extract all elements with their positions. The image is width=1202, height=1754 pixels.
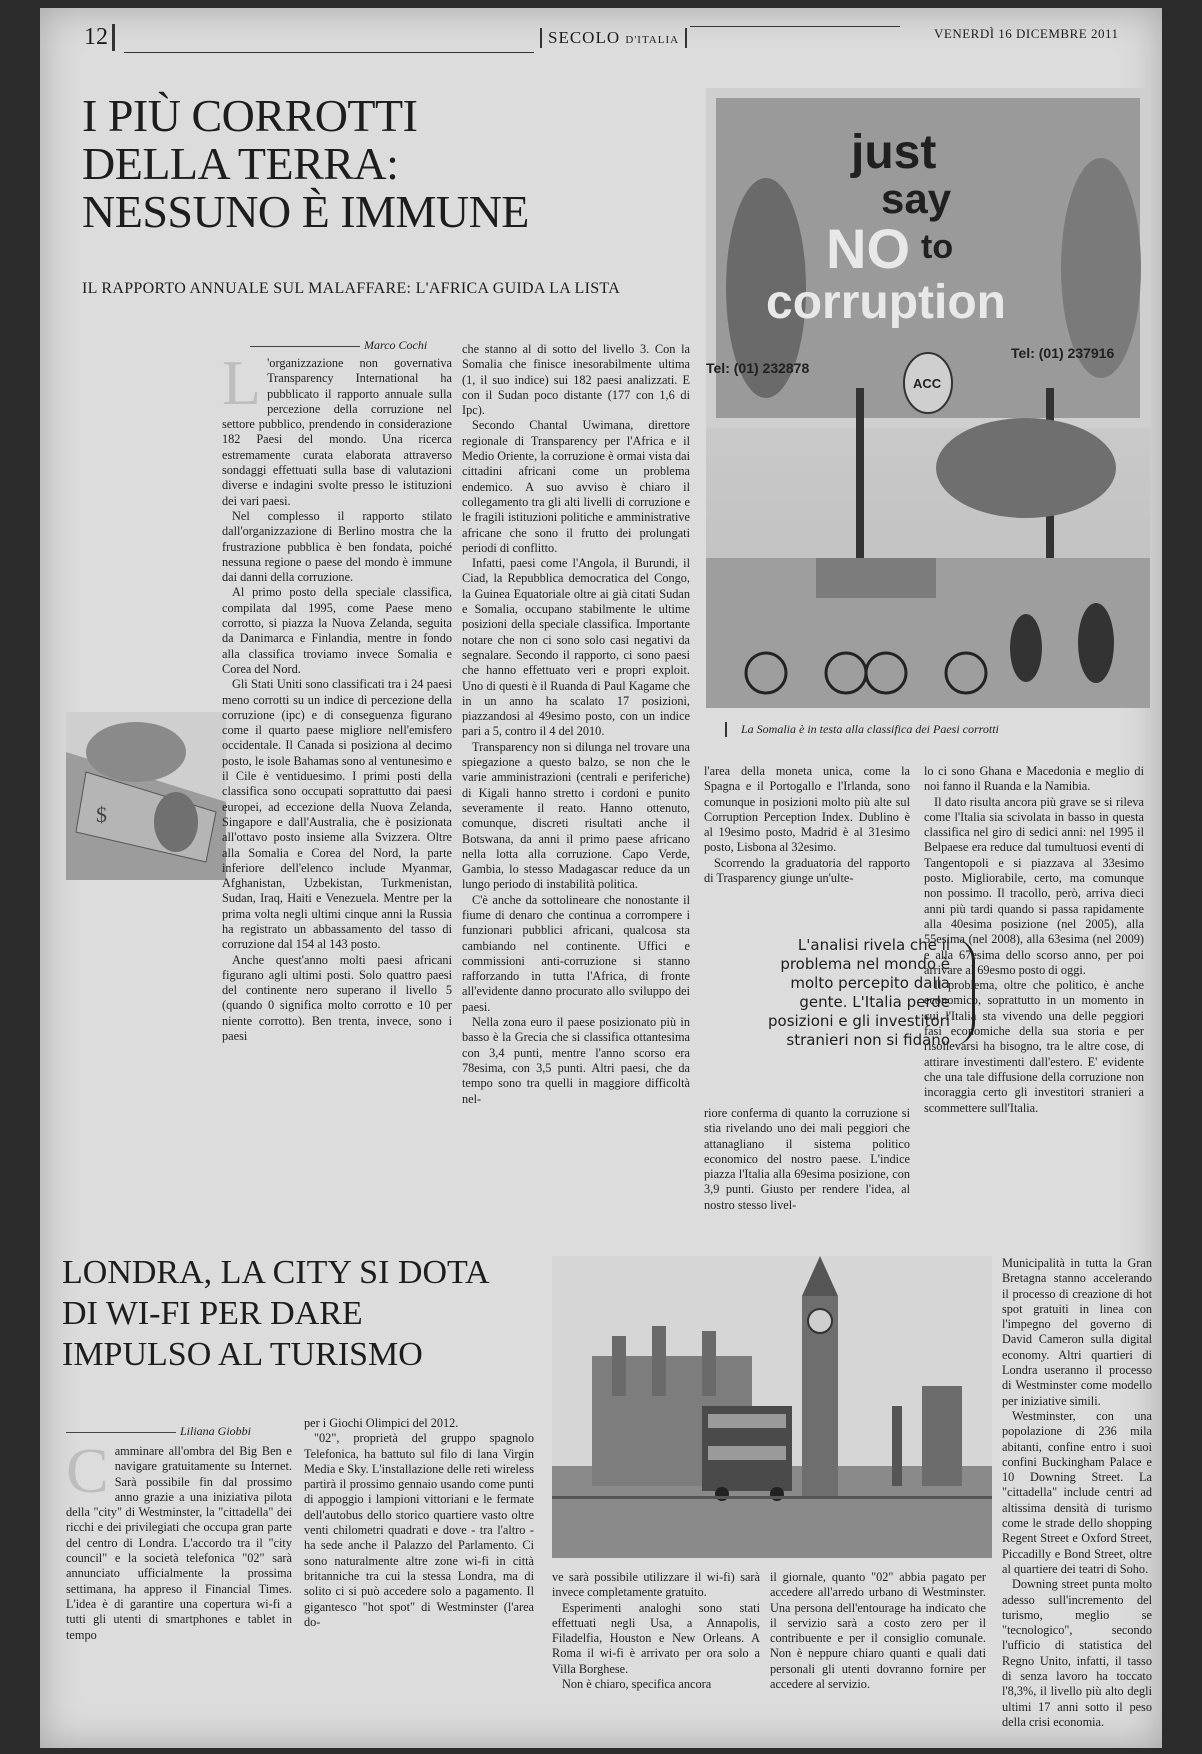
- newspaper-name: [540, 28, 687, 48]
- billboard-text: NO: [826, 217, 910, 280]
- article2-column-3: [552, 1570, 760, 1740]
- paragraph: C'è anche da sottolineare che nonostante il fiume di denaro che continua a corrompere i funzionari pubblici africani, qualcosa sta cambiando nel continente. Uffici e commissioni anti-corruzione si stanno rafforzando in tutta l'Africa, di fronte all'evidente danno procurato allo sviluppo dei paesi.: [462, 892, 690, 1014]
- big-ben-photo: [552, 1256, 992, 1558]
- billboard-text: just: [851, 126, 937, 179]
- author-name: Liliana Giobbi: [180, 1424, 252, 1438]
- photo-caption: La Somalia è in testa alla classifica dei Paesi corrotti: [725, 722, 1161, 737]
- article1-column-4: [924, 764, 1144, 1230]
- author-name: Marco Cochi: [364, 338, 428, 352]
- article1-column-2: [462, 342, 690, 1228]
- paragraph: Infatti, paesi come l'Angola, il Burundi, il Ciad, la Repubblica democratica del Congo, la Guinea Equatoriale oltre ai già citati Sudan e Somalia, occupano stabilmente le ultime posizioni della speciale classifica. Importante notare che non ci sono solo casi negativi da segnalare. Secondo il rapporto, ci sono paesi che hanno effettuato veri e propri exploit. Uno di questi è il Ruanda di Paul Kagame che in un anno ha scalato 17 posizioni, piazzandosi al 49esimo posto, con un indice pari a 5, contro il 4 del 2010.: [462, 556, 690, 739]
- billboard-text: to: [921, 228, 954, 266]
- newspaper-name-small: D'ITALIA: [625, 34, 680, 46]
- issue-date: VENERDÌ 16 DICEMBRE 2011: [934, 26, 1119, 41]
- article2-byline: [66, 1424, 251, 1439]
- article2-headline: [62, 1252, 532, 1375]
- paragraph: Il dato risulta ancora più grave se si rileva come l'Italia sia scivolata in basso in questa classifica nel giro di sedici anni: nel 1995 il Belpaese era reduce dal tumultuosi eventi di Tangentopoli e si piazzava al 33esimo posto. Migliorabile, certo, ma comunque non possimo. Il tracollo, però, arriva dieci anni più tardi quando si passa rapidamente alla 40esima posizione (nel 2005), alla 55esima (nel 2008), alla 63esima (nel 2009) e alla 67esima dello scorso anno, per poi arrivare al 69esmo posto di oggi.: [924, 794, 1144, 977]
- masthead: [84, 22, 1154, 56]
- svg-text:$: $: [96, 802, 107, 827]
- byline-rule: [66, 1432, 176, 1433]
- billboard-text: say: [881, 175, 952, 222]
- newspaper-name-main: SECOLO: [548, 28, 621, 47]
- article1-column-3-bottom: [704, 1106, 910, 1230]
- paragraph: amminare all'ombra del Big Ben e navigare gratuitamente su Internet. Sarà possibile fin dal prossimo anno grazie a una iniziativa pilota della "city" di Westminster, la "cittadella" dei ricchi e dei privilegiati che occupa gran parte del centro di Londra. L'accordo tra il "city council" e la società telefonica "02" sarà annunciato ufficialmente la prossima settimana, ha appreso il Financial Times. L'idea è di garantire una copertura wi-fi a tutti gli utenti di smartphones e tablet in tempo: [66, 1444, 292, 1642]
- paragraph: "02", proprietà del gruppo spagnolo Telefonica, ha battuto sul filo di lana Virgin Media e Sky. L'installazione delle reti wireless partirà il prossimo gennaio usando come punti di appoggio i lampioni vittoriani e le fermate dell'autobus dello storico quartiere vasto oltre venti chilometri quadrati e dove - tra l'altro - ha sede anche il Palazzo del Parlamento. Ci sono naturalmente altre zone wi-fi in città britanniche tra cui la stessa Londra, ma di solito ci si può accedere solo a pagamento. Il gigantesco "hot spot" di Westminster (l'area do-: [304, 1431, 534, 1629]
- paragraph: Nel complesso il rapporto stilato dall'organizzazione di Berlino mostra che la frustrazione pubblica è ben fondata, poiché nessuna regione o paese del mondo è immune dai danni della corruzione.: [222, 508, 452, 585]
- paragraph: Downing street punta molto adesso sull'incremento del turismo, meglio se "tecnologico", secondo l'ufficio di statistica del Regno Unito, infatti, il tasso di senza lavoro ha toccato l'8,3%, il livello più alto degli ultimi 17 anni sotto il peso della crisi economia.: [1002, 1577, 1152, 1729]
- paragraph: Anche quest'anno molti paesi africani figurano agli ultimi posti. Solo quattro paesi del continente nero superano il livello 5 (quando 0 significa molto corrotto e 10 per niente corrotto). Ben trenta, invece, sono i paesi: [222, 952, 452, 1044]
- paragraph: Nella zona euro il paese posizionato più in basso è la Grecia che si classifica ottantesima con 3,4 punti, mentre l'anno scorso era 78esima, con 3,5 punti. Altri paesi, che da tempo sono tra quelli in maggiore difficoltà nel-: [462, 1015, 690, 1106]
- paragraph: Esperimenti analoghi sono stati effettuati negli Usa, a Annapolis, Filadelfia, Houston e New Orleans. A Roma il wi-fi è arrivato per ora solo a Villa Borghese.: [552, 1600, 760, 1676]
- article1-subtitle: IL RAPPORTO ANNUALE SUL MALAFFARE: L'AFRICA GUIDA LA LISTA: [82, 280, 621, 297]
- masthead-rule: [124, 52, 534, 53]
- dropcap: L: [222, 356, 262, 418]
- page-number: 12: [84, 24, 115, 51]
- headline-line: DI WI-FI PER DARE: [62, 1295, 363, 1332]
- paragraph: 'organizzazione non governativa Transparency International ha pubblicato il rapporto annuale sulla percezione della corruzione nel settore pubblico, prendendo in considerazione 182 Paesi del mondo. Una ricerca estremamente curata elaborata attraverso sondaggi effettuati sulla base di valutazioni diverse e indagini svolte presso le istituzioni dei vari paesi.: [222, 356, 452, 508]
- article1-headline: [82, 92, 662, 236]
- article2-column-5: [1002, 1256, 1152, 1742]
- article2-column-1: [66, 1444, 292, 1740]
- article2-column-2: [304, 1416, 534, 1742]
- masthead-rule-right: [690, 26, 900, 27]
- article1-column-3-top: [704, 764, 910, 914]
- newspaper-page: [40, 8, 1162, 1748]
- paragraph: Secondo Chantal Uwimana, direttore regionale di Transparency per l'Africa e il Medio Oriente, la corruzione è ormai vista dai cittadini africani come un problema endemico. A suo avviso è chiaro il collegamento tra gli alti livelli di corruzione e le fragili istituzioni politiche e amministrative africane che sono il frutto dei prolungati periodi di conflitto.: [462, 418, 690, 555]
- paragraph: Municipalità in tutta la Gran Bretagna stanno accelerando il processo di creazione di hot spot gratuiti in linea con l'impegno del governo di David Cameron sulla digital economy. Altri quartieri di Londra useranno il processo di Westminster come modello per iniziative simili.: [1002, 1256, 1152, 1408]
- billboard-tel: Tel: (01) 237916: [1011, 345, 1115, 361]
- paragraph: ve sarà possibile utilizzare il wi-fi) sarà invece completamente gratuito.: [552, 1570, 760, 1600]
- paragraph: Transparency non si dilunga nel trovare una spiegazione a questo balzo, se non che le varie amministrazioni (centrali e periferiche) di Kigali hanno stretto i cordoni e punito severamente il reato. Hanno ottenuto, comunque, discreti risultati anche il Botswana, da anni il primo paese africano nella lotta alla corruzione. Capo Verde, Gambia, lo stesso Madagascar reduce da un lungo periodo di instabilità politica.: [462, 739, 690, 892]
- pull-quote: L'analisi rivela che il problema nel mondo è molto percepito dalla gente. L'Italia perde posizioni e gli investitori stranieri non si fidano: [768, 936, 950, 1049]
- paragraph: l'area della moneta unica, come la Spagna e il Portogallo e l'Irlanda, sono comunque in posizioni molto più alte sul Corruption Perception Index. Dublino è al 19esimo posto, Madrid è al 31esimo posto, Lisbona al 32esimo.: [704, 764, 910, 855]
- headline-line: LONDRA, LA CITY SI DOTA: [62, 1254, 490, 1291]
- paragraph: Scorrendo la graduatoria del rapporto di Trasparency giunge un'ulte-: [704, 855, 910, 886]
- headline-line: DELLA TERRA:: [82, 138, 399, 189]
- paragraph: riore conferma di quanto la corruzione si stia rivelando uno dei mali peggiori che attanagliano il sistema politico economico del nostro paese. L'indice piazza l'Italia alla 69esima posizione, con 3,9 punti. Giusto per rendere l'idea, al nostro stesso livel-: [704, 1106, 910, 1212]
- paragraph: Al primo posto della speciale classifica, compilata dal 1995, come Paese meno corrotto, si piazza la Nuova Zelanda, seguita da Danimarca e Finlandia, mentre in fondo alla classifica troviamo invece Somalia e Corea del Nord.: [222, 585, 452, 676]
- paragraph: Westminster, con una popolazione di 236 mila abitanti, confine entro i suoi confini Buckingham Palace e 10 Downing Street. La "cittadella" include centri ad altissima densità di turismo come le strade dello shopping Regent Street e Oxford Street, Piccadilly e Bond Street, oltre al quartiere dei teatri di Soho.: [1002, 1408, 1152, 1576]
- paragraph: Gli Stati Uniti sono classificati tra i 24 paesi meno corrotti su un indice di percezione della corruzione (ipc) e di conseguenza figurano come il quarto paese migliore nell'emisfero occidentale. Il Canada si posiziona al decimo posto, le isole Bahamas sono al ventunesimo e il Cile è ventiduesimo. I primi posti della classifica sono occupati soprattutto dai paesi europei, ad eccezione della Nuova Zelanda, Singapore e dall'Australia, che è posizionata all'ottavo posto insieme alla Svizzera. Oltre alla Somalia e Corea del Nord, la parte inferiore dell'elenco include Myanmar, Afghanistan, Uzbekistan, Turkmenistan, Sudan, Iraq, Haiti e Venezuela. Mentre per la prima volta negli ultimi cinque anni la Russia ha registrato un abbassamento del tasso di corruzione dal 154 al 143 posto.: [222, 677, 452, 952]
- headline-line: IMPULSO AL TURISMO: [62, 1336, 423, 1373]
- billboard-logo: ACC: [913, 376, 942, 391]
- byline-rule: [250, 346, 360, 347]
- paragraph: che stanno al di sotto del livello 3. Con la Somalia che finisce inesorabilmente ultima (1, il suo indice) sui 182 paesi analizzati. E con il Sudan poco distante (177 con 1,6 di Ipc).: [462, 342, 690, 418]
- paragraph: per i Giochi Olimpici del 2012.: [304, 1416, 459, 1430]
- billboard-tel: Tel: (01) 232878: [706, 360, 810, 376]
- article1-byline: [250, 338, 427, 353]
- paragraph: il giornale, quanto "02" abbia pagato per accedere all'arredo urbano di Westminster. Una persona dell'entourage ha indicato che il servizio sarà a costo zero per il contribuente e per il consiglio comunale. Non è neppure chiaro quanti e quali dati personali gli utenti dovranno fornire per accedere al servizio.: [770, 1570, 986, 1692]
- billboard-photo: [706, 88, 1150, 708]
- dropcap: C: [66, 1444, 109, 1506]
- paragraph: Il problema, oltre che politico, è anche economico, soprattutto in un momento in cui l'Italia sta vivendo una delle peggiori fasi economiche della sua storia e per risollevarsi ha bisogno, tra le altre cose, di attirare investimenti dall'estero. E' evidente che una tale diffusione della corruzione non incoraggia certo gli investitori stranieri a scommettere sull'Italia.: [924, 978, 1144, 1115]
- article1-column-1: [222, 356, 452, 1216]
- headline-line: NESSUNO È IMMUNE: [82, 186, 529, 237]
- paragraph: lo ci sono Ghana e Macedonia e meglio di noi fanno il Ruanda e la Namibia.: [924, 764, 1144, 794]
- headline-line: I PIÙ CORROTTI: [82, 90, 418, 141]
- article2-column-4: [770, 1570, 986, 1740]
- billboard-text: corruption: [766, 276, 1006, 329]
- money-image: [66, 712, 226, 880]
- paragraph: Non è chiaro, specifica ancora: [562, 1677, 712, 1692]
